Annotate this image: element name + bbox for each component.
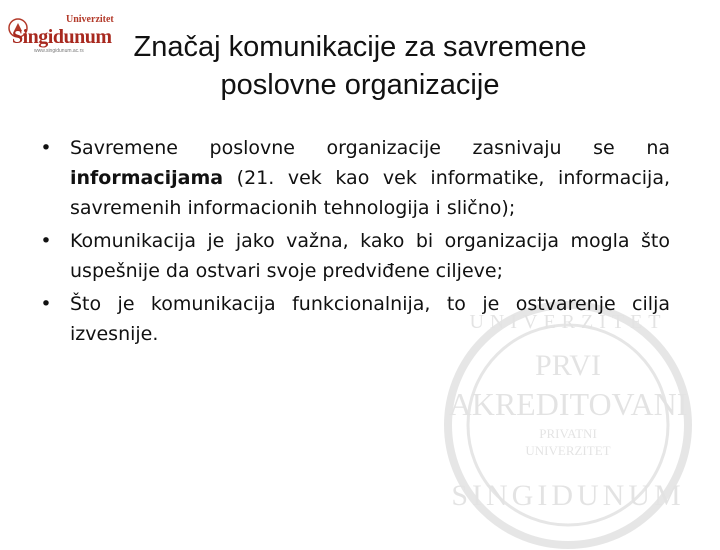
logo-top-text: Univerzitet	[66, 14, 114, 25]
bullet-1-text-start: Savremene poslovne organizacije zasnivaju se na	[70, 137, 670, 159]
watermark-word-4: UNIVERZITET	[525, 443, 611, 458]
bullet-dot: •	[40, 293, 52, 315]
watermark-top-arc: UNIVERZITET	[469, 311, 667, 333]
watermark-word-1: PRVI	[535, 349, 601, 382]
slide-title-line-1: Značaj komunikacije za savremene	[133, 31, 587, 63]
logo-name: Singidunum	[12, 26, 112, 48]
watermark-word-2: AKREDITOVANI	[448, 386, 688, 422]
slide-title-line-2: poslovne organizacije	[220, 69, 500, 101]
bullet-2-text: Komunikacija je jako važna, kako bi organizacija mogla što uspešnije da ostvari svoje predviđene ciljeve;	[70, 230, 670, 282]
bullet-dot: •	[40, 230, 52, 252]
bullet-dot: •	[40, 137, 52, 159]
watermark-arc-text: SINGIDUNUM	[451, 479, 685, 512]
bullet-item	[40, 226, 670, 286]
bullet-list	[40, 133, 670, 352]
bullet-1-bold-word: informacijama	[70, 167, 224, 189]
logo-website: www.singidunum.ac.rs	[34, 48, 84, 54]
bullet-item	[40, 289, 670, 349]
bullet-3-text: Što je komunikacija funkcionalnija, to je ostvarenje cilja izvesnije.	[70, 293, 670, 345]
slide-title	[0, 28, 720, 104]
bullet-item	[40, 133, 670, 223]
bullet-1-text-end: (21. vek kao vek informatike, informacija, savremenih informacionih tehnologija i slično);	[70, 167, 670, 219]
watermark-word-3: PRIVATNI	[539, 426, 597, 441]
